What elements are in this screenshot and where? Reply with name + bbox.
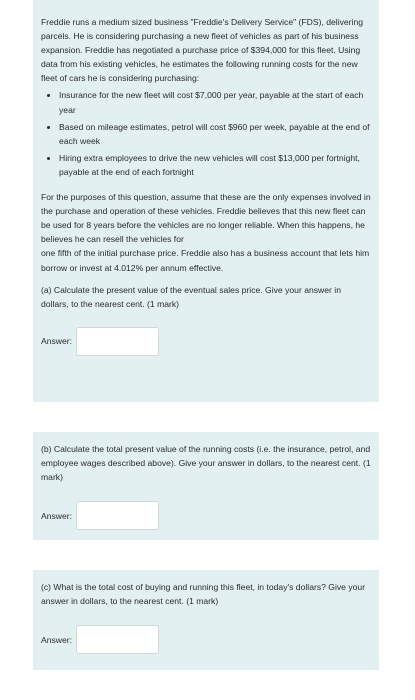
answer-a-row (41, 327, 371, 356)
list-item: • Based on mileage estimates, petrol will cost $960 per week, payable at the end of each week (59, 120, 371, 148)
intro-paragraph: Freddie runs a medium sized business "Freddie's Delivery Service" (FDS), delivering parcels. He is considering purchasing a new fleet of vehicles as part of his business expansion. Freddie has negotiated a purchase price of $394,000 for this fleet. Using data from his existing vehicles, he estimates the following running costs for the new fleet of cars he is considering purchasing: (41, 17, 364, 84)
question-a-text: (a) Calculate the present value of the eventual sales price. Give your answer in dollars, to the nearest cent. (1 mark) (41, 284, 341, 309)
answer-a-input[interactable] (76, 327, 159, 356)
answer-c-row (41, 625, 371, 654)
list-item: • Insurance for the new fleet will cost $7,000 per year, payable at the start of each year (59, 88, 371, 116)
answer-c-input[interactable] (76, 625, 159, 654)
question-b-block (33, 432, 379, 540)
assumptions-paragraph: For the purposes of this question, assume that these are the only expenses involved in the purchase and operation of these vehicles. Freddie believes that this new fleet can be used for 8 years before the vehicles are no longer reliable. When this happens, he believes he can resell the vehicles for (41, 192, 371, 245)
question-b-text: (b) Calculate the total present value of the running costs (i.e. the insurance, petrol, and employee wages described above). Give your answer in dollars, to the nearest cent. (1 mark) (41, 444, 371, 483)
question-c-block (33, 570, 379, 670)
question-c-text: (c) What is the total cost of buying and running this fleet, in today's dollars? Give your answer in dollars, to the nearest cent. (1 mark) (41, 582, 366, 607)
problem-statement-block (33, 0, 379, 402)
interest-paragraph: one fifth of the initial purchase price. Freddie also has a business account that lets him borrow or invest at 4.012% per annum effective. (41, 248, 370, 273)
answer-b-input[interactable] (76, 501, 159, 530)
answer-b-label: Answer: (41, 510, 73, 521)
answer-b-row (41, 501, 371, 530)
answer-c-label: Answer: (41, 634, 73, 645)
running-costs-list (41, 88, 371, 179)
answer-a-label: Answer: (41, 336, 73, 347)
list-item: • Hiring extra employees to drive the new vehicles will cost $13,000 per fortnight, payable at the end of each fortnight (59, 151, 371, 179)
